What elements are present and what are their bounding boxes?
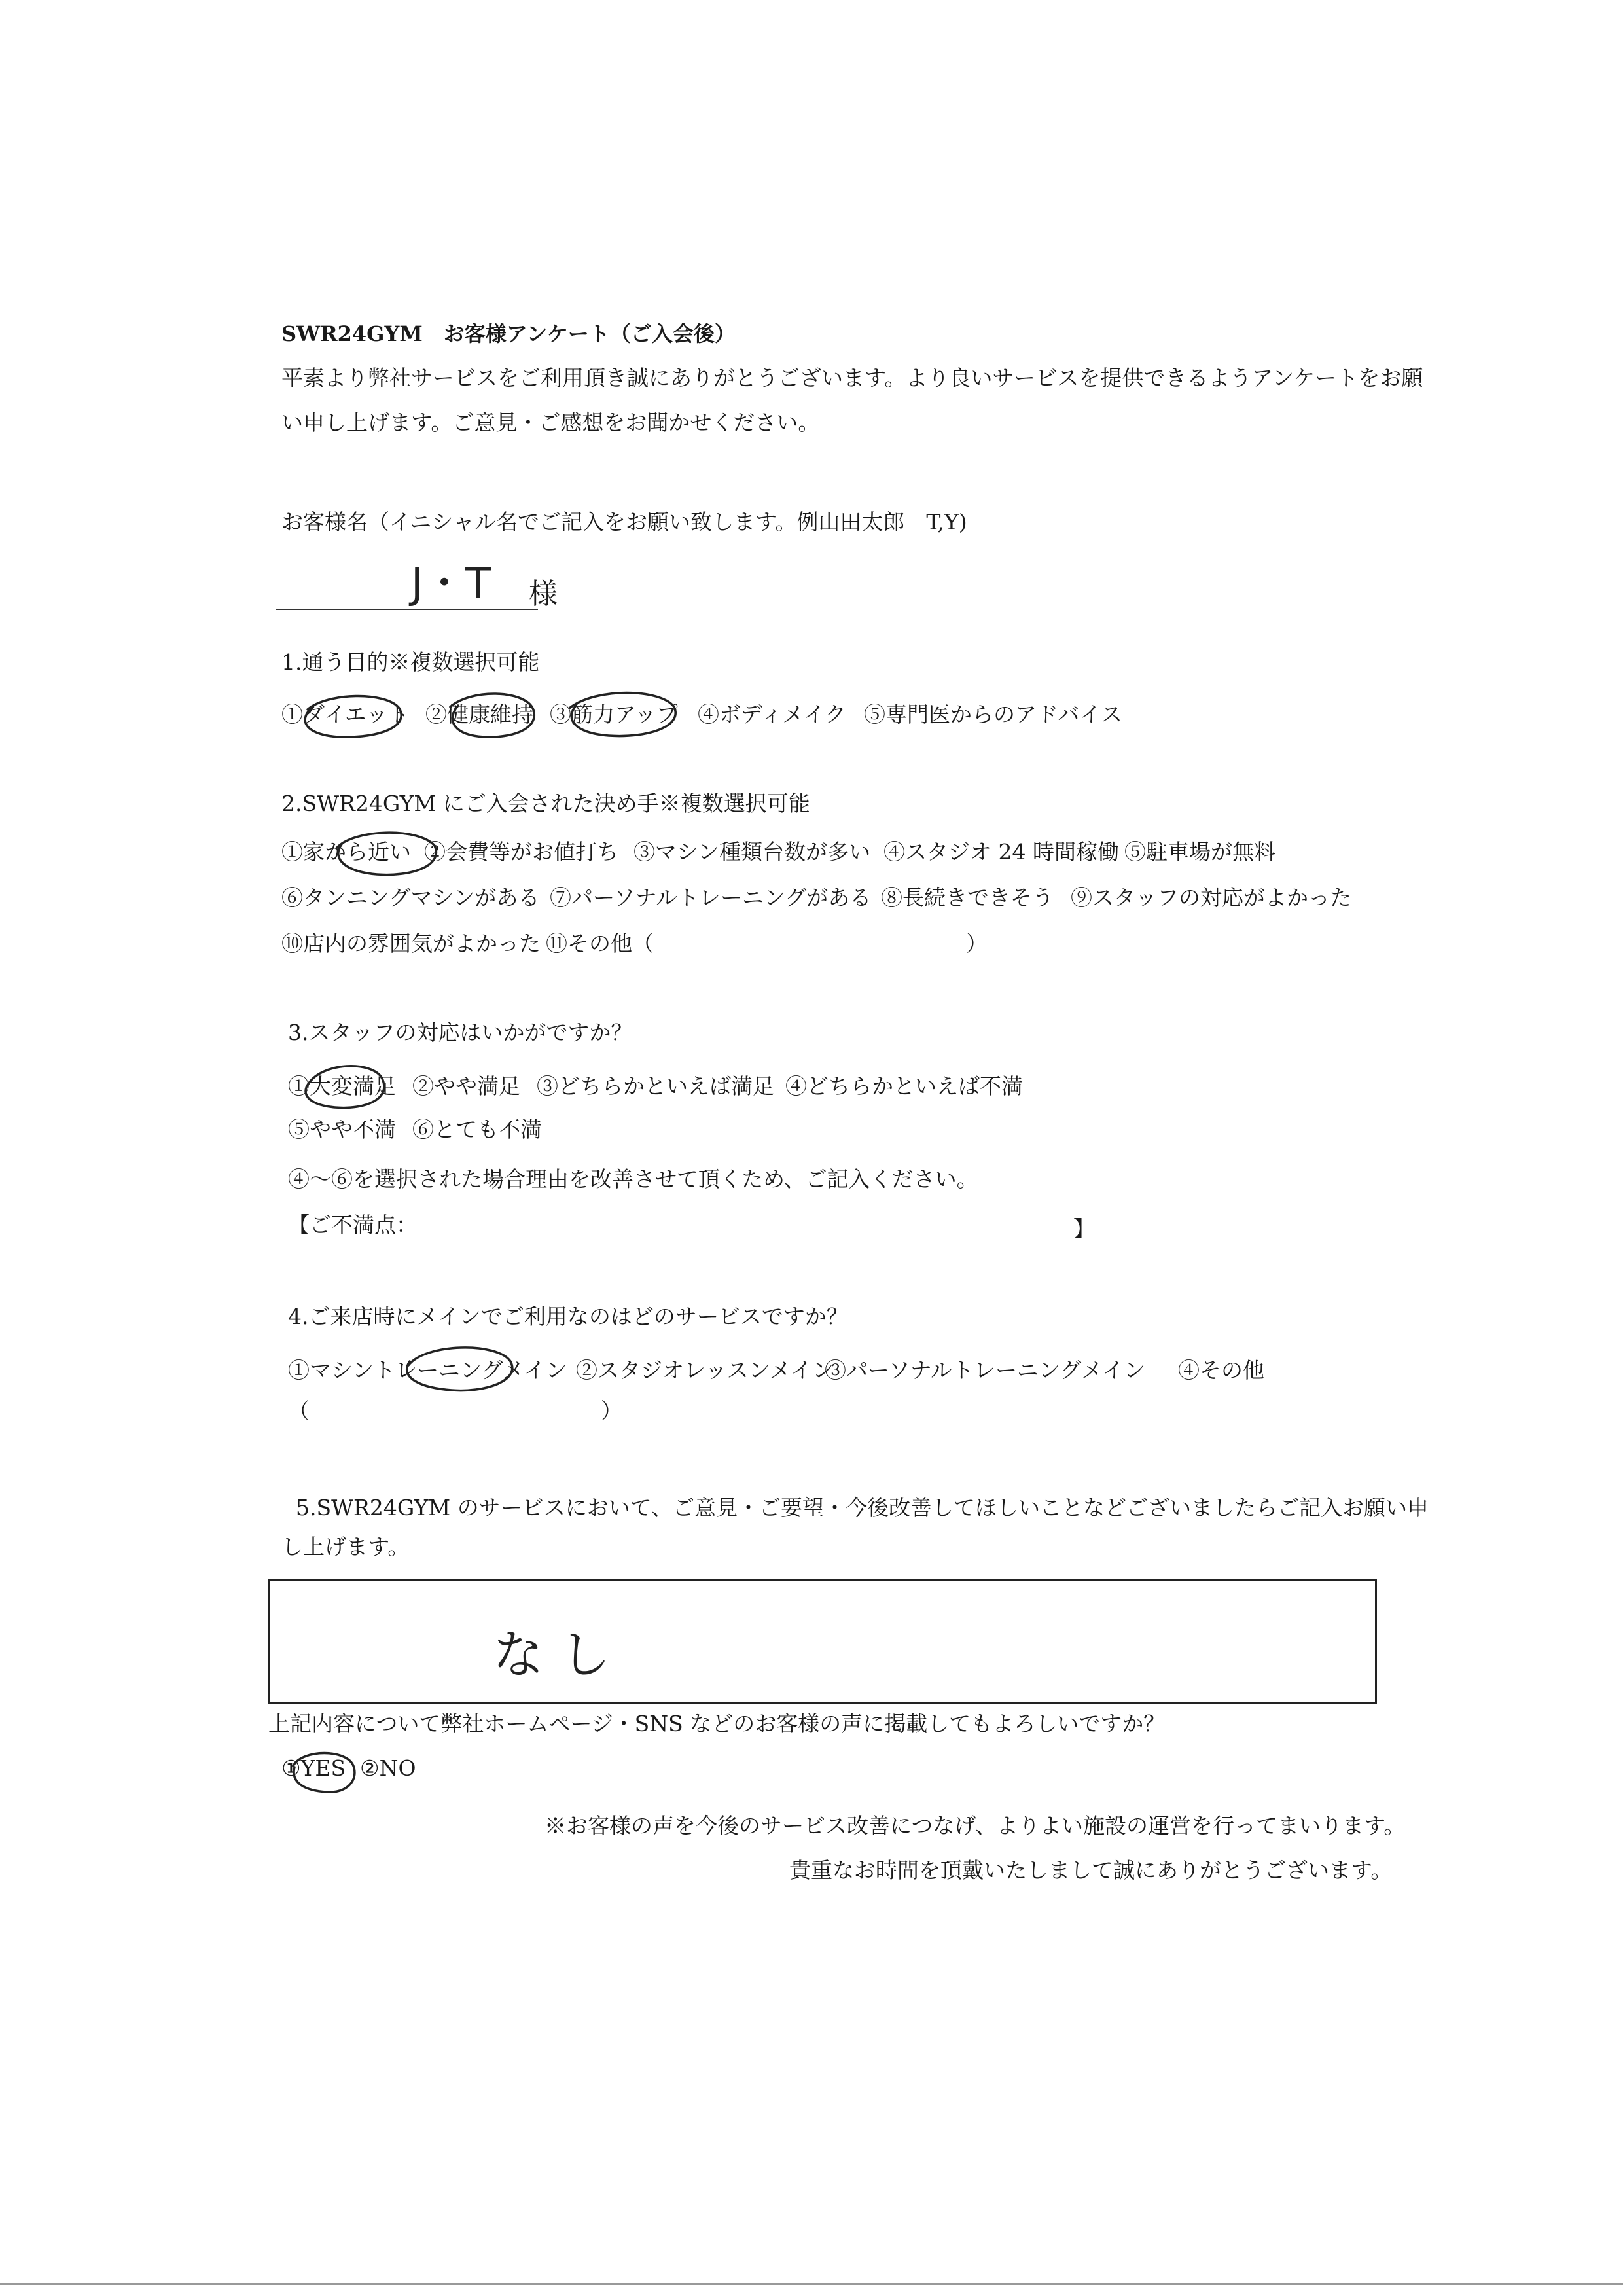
q2-option-9[interactable]: ⑨スタッフの対応がよかった: [1071, 885, 1351, 910]
name-suffix: 様: [529, 577, 558, 611]
q4-option-4[interactable]: ④その他: [1178, 1357, 1264, 1383]
q2-option-2[interactable]: ②会費等がお値打ち: [424, 839, 618, 865]
q2-option-11[interactable]: ⑪その他（: [546, 931, 654, 956]
q5-handwritten-answer: なし: [493, 1626, 627, 1685]
handwritten-initials: J・T: [411, 560, 491, 608]
q2-option-3[interactable]: ③マシン種類台数が多い: [633, 839, 871, 865]
q4-option-3[interactable]: ③パーソナルトレーニングメイン: [825, 1357, 1146, 1383]
q3-option-2[interactable]: ②やや満足: [412, 1073, 520, 1099]
q2-option-6[interactable]: ⑥タンニングマシンがある: [281, 885, 540, 910]
q2-option-4[interactable]: ④スタジオ 24 時間稼働: [883, 839, 1119, 865]
survey-title: SWR24GYM お客様アンケート（ご入会後）: [281, 321, 736, 346]
name-underline: [276, 609, 538, 610]
q3-instruction: ④～⑥を選択された場合理由を改善させて頂くため、ご記入ください。: [288, 1166, 978, 1192]
q2-option-7[interactable]: ⑦パーソナルトレーニングがある: [550, 885, 872, 910]
q5-answer-box[interactable]: [268, 1579, 1377, 1704]
page-edge-line: [0, 2283, 1623, 2285]
consent-option-yes[interactable]: ①YES: [281, 1755, 346, 1781]
q4-question: 4.ご来店時にメインでご利用なのはどのサービスですか？: [288, 1304, 848, 1329]
q2-option-8[interactable]: ⑧長続きできそう: [881, 885, 1054, 910]
q3-option-4[interactable]: ④どちらかといえば不満: [785, 1073, 1023, 1099]
consent-option-no[interactable]: ②NO: [360, 1755, 416, 1781]
q1-option-1[interactable]: ①ダイエット: [281, 702, 410, 727]
q3-option-5[interactable]: ⑤やや不満: [288, 1117, 396, 1142]
q2-question: 2.SWR24GYM にご入会された決め手※複数選択可能: [281, 791, 810, 816]
q1-option-3[interactable]: ③筋力アップ: [550, 702, 678, 727]
complaint-close-bracket: 】: [1073, 1216, 1095, 1242]
q3-option-1[interactable]: ①大変満足: [288, 1073, 396, 1099]
q4-option-2[interactable]: ②スタジオレッスンメイン: [576, 1357, 834, 1383]
q1-option-5[interactable]: ⑤専門医からのアドバイス: [864, 702, 1123, 727]
q2-other-close: ）: [966, 931, 988, 956]
complaint-label: 【ご不満点：: [288, 1212, 418, 1238]
consent-question: 上記内容について弊社ホームページ・SNS などのお客様の声に掲載してもよろしいですか？: [268, 1711, 1166, 1736]
customer-name-label: お客様名（イニシャル名でご記入をお願い致します。例山田太郎 T,Y): [281, 509, 967, 535]
q3-option-6[interactable]: ⑥とても不満: [412, 1117, 542, 1142]
intro-text-line1: 平素より弊社サービスをご利用頂き誠にありがとうございます。より良いサービスを提供できるようアンケートをお願: [281, 365, 1423, 391]
q3-question: 3.スタッフの対応はいかがですか？: [288, 1020, 633, 1045]
q4-option-1[interactable]: ①マシントレーニングメイン: [288, 1357, 567, 1383]
q5-question-line2: し上げます。: [281, 1534, 410, 1560]
intro-text-line2: い申し上げます。ご意見・ご感想をお聞かせください。: [281, 410, 820, 435]
q2-option-10[interactable]: ⑩店内の雰囲気がよかった: [281, 931, 541, 956]
q1-option-4[interactable]: ④ボディメイク: [698, 702, 847, 727]
q4-other-close: ）: [601, 1398, 622, 1424]
footer-note: ※お客様の声を今後のサービス改善につなげ、よりよい施設の運営を行ってまいります。: [544, 1813, 1406, 1839]
q1-option-2[interactable]: ②健康維持: [425, 702, 533, 727]
q2-option-5[interactable]: ⑤駐車場が無料: [1124, 839, 1275, 865]
q2-option-1[interactable]: ①家から近い: [281, 839, 411, 865]
q4-other-open: （: [288, 1398, 310, 1424]
q1-question: 1.通う目的※複数選択可能: [281, 649, 540, 675]
footer-thanks: 貴重なお時間を頂戴いたしまして誠にありがとうございます。: [789, 1857, 1393, 1883]
q3-option-3[interactable]: ③どちらかといえば満足: [537, 1073, 774, 1099]
q5-question-line1: 5.SWR24GYM のサービスにおいて、ご意見・ご要望・今後改善してほしいことなどございましたらご記入お願い申: [296, 1495, 1429, 1520]
